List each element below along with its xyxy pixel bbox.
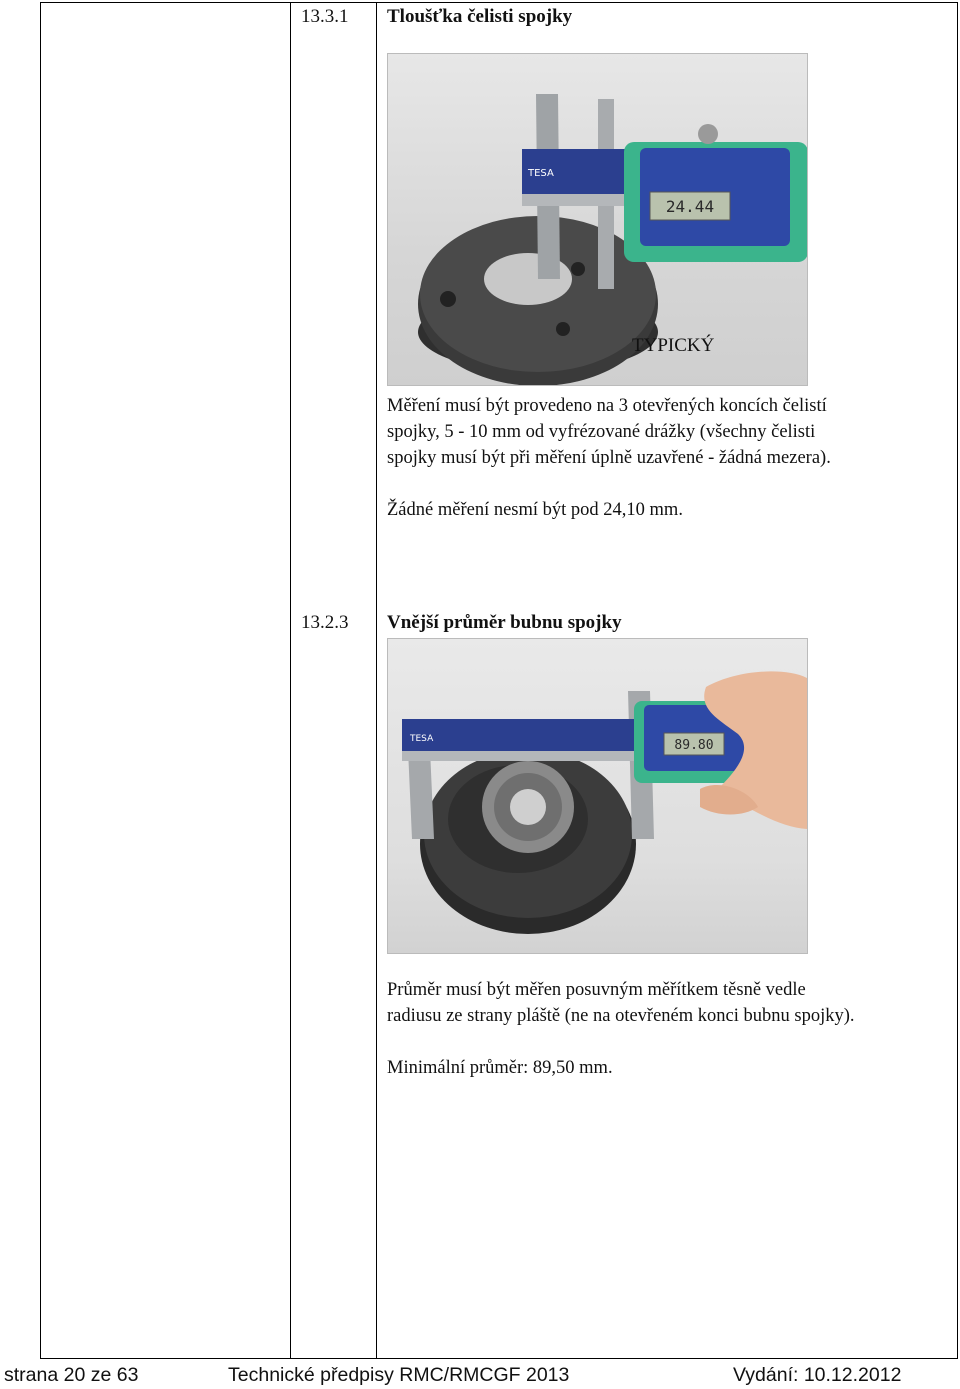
instruction-line: Průměr musí být měřen posuvným měřítkem těsně vedle (387, 980, 806, 1000)
section-number: 13.2.3 (301, 612, 349, 633)
caliper-display-reading: 89.80 (674, 738, 714, 753)
minimum-diameter-note: Minimální průměr: 89,50 mm. (387, 1058, 613, 1078)
minimum-thickness-note: Žádné měření nesmí být pod 24,10 mm. (387, 500, 683, 520)
column-divider (376, 2, 377, 1359)
issue-date: Vydání: 10.12.2012 (733, 1364, 902, 1386)
instruction-line: spojky, 5 - 10 mm od vyfrézované drážky (všechny čelisti (387, 422, 816, 442)
section-title: Vnější průměr bubnu spojky (387, 612, 622, 633)
page-number: strana 20 ze 63 (4, 1364, 139, 1386)
column-divider (290, 2, 291, 1359)
svg-text:TESA: TESA (528, 168, 554, 179)
section-title: Tloušťka čelisti spojky (387, 6, 573, 27)
instruction-line: spojky musí být při měření úplně uzavřené - žádná mezera). (387, 448, 831, 468)
instruction-line: radiusu ze strany pláště (ne na otevřeném konci bubnu spojky). (387, 1006, 855, 1026)
svg-text:TESA: TESA (410, 734, 434, 744)
measurement-instructions (387, 393, 831, 471)
instruction-line: Měření musí být provedeno na 3 otevřených koncích čelistí (387, 396, 827, 416)
clutch-shoe-thickness-photo (387, 53, 808, 386)
section-number: 13.3.1 (301, 6, 349, 27)
caliper-on-clutch-shoe-illustration (388, 54, 808, 386)
caliper-display-reading: 24.44 (665, 197, 715, 216)
clutch-drum-diameter-photo (387, 638, 808, 954)
page-footer (0, 1361, 960, 1389)
photo-label: TYPICKÝ (632, 335, 715, 356)
caliper-on-clutch-drum-illustration (388, 639, 808, 954)
document-title: Technické předpisy RMC/RMCGF 2013 (228, 1364, 570, 1386)
measurement-instructions (387, 977, 855, 1029)
